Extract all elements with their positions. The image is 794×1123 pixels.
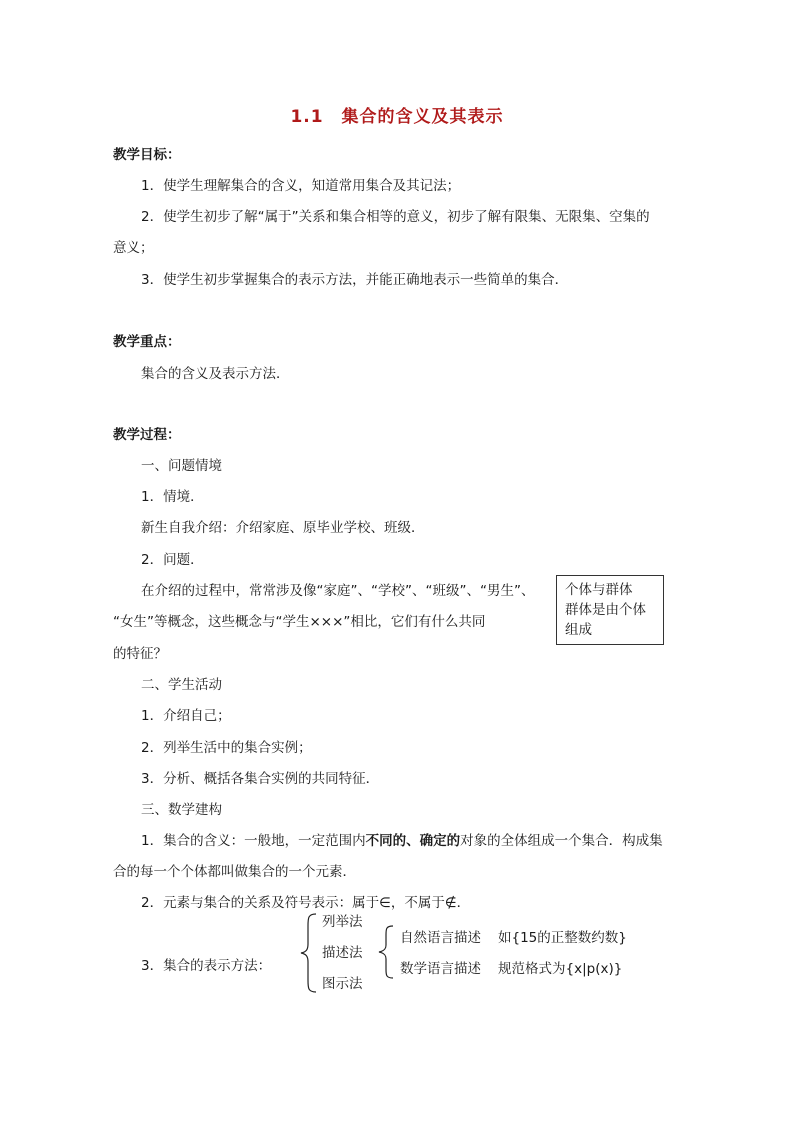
section-1-item-1-text: 新生自我介绍：介绍家庭、原毕业学校、班级． [141, 520, 425, 536]
margin-note-line-1: 个体与群体 [565, 582, 633, 598]
margin-note-line-3: 组成 [565, 622, 592, 638]
section-2-item-1: 1．介绍自己； [141, 708, 231, 724]
objective-3: 3．使学生初步掌握集合的表示方法，并能正确地表示一些简单的集合． [141, 272, 569, 288]
section-2-item-2: 2．列举生活中的集合实例； [141, 740, 312, 756]
key-points-heading: 教学重点： [113, 334, 181, 350]
margin-note-box [556, 575, 664, 645]
section-1-title: 一、问题情境 [141, 458, 222, 474]
objective-2-cont: 意义； [113, 240, 154, 256]
question-line-2: “女生”等概念，这些概念与“学生×××”相比，它们有什么共同 [113, 614, 486, 630]
section-1-item-1: 1．情境． [141, 489, 204, 505]
section-1-item-2: 2．问题． [141, 552, 204, 568]
math-language-example: 规范格式为{x|p(x)} [498, 961, 623, 977]
objective-2: 2．使学生初步了解“属于”关系和集合相等的意义，初步了解有限集、无限集、空集的 [141, 209, 650, 225]
natural-language-description: 自然语言描述 [400, 930, 481, 946]
left-brace-icon [298, 912, 320, 994]
section-3-title: 三、数学建构 [141, 802, 222, 818]
emphasis-sep: 、 [406, 833, 420, 849]
definition-line-1 [141, 832, 663, 850]
objective-1: 1．使学生理解集合的含义，知道常用集合及其记法； [141, 178, 461, 194]
definition-pre: 1．集合的含义：一般地，一定范围内 [141, 833, 366, 849]
question-line-1: 在介绍的过程中，常常涉及像“家庭”、“学校”、“班级”、“男生”、 [141, 583, 535, 599]
key-points-text: 集合的含义及表示方法． [141, 366, 290, 382]
definition-post: 对象的全体组成一个集合．构成集 [460, 833, 663, 849]
objectives-heading: 教学目标： [113, 147, 181, 163]
natural-language-example: 如{15的正整数约数} [498, 930, 627, 946]
inner-brace-icon [376, 924, 396, 980]
method-description: 描述法 [322, 945, 363, 961]
question-line-3: 的特征？ [113, 646, 167, 662]
process-heading: 教学过程： [113, 427, 181, 443]
section-2-item-3: 3．分析、概括各集合实例的共同特征． [141, 771, 380, 787]
page-title: 1.1 集合的含义及其表示 [290, 107, 504, 127]
definition-line-2: 合的每一个个体都叫做集合的一个元素． [113, 864, 356, 880]
emphasis-definite: 确定的 [419, 833, 461, 849]
math-language-description: 数学语言描述 [400, 961, 481, 977]
margin-note-line-2: 群体是由个体 [565, 602, 646, 618]
representation-methods-label: 3．集合的表示方法： [141, 958, 272, 974]
section-2-title: 二、学生活动 [141, 677, 222, 693]
method-diagram: 图示法 [322, 976, 363, 992]
emphasis-distinct: 不同的 [365, 833, 407, 849]
method-enumeration: 列举法 [322, 914, 363, 930]
element-relation: 2．元素与集合的关系及符号表示：属于∈，不属于∉． [141, 895, 471, 911]
